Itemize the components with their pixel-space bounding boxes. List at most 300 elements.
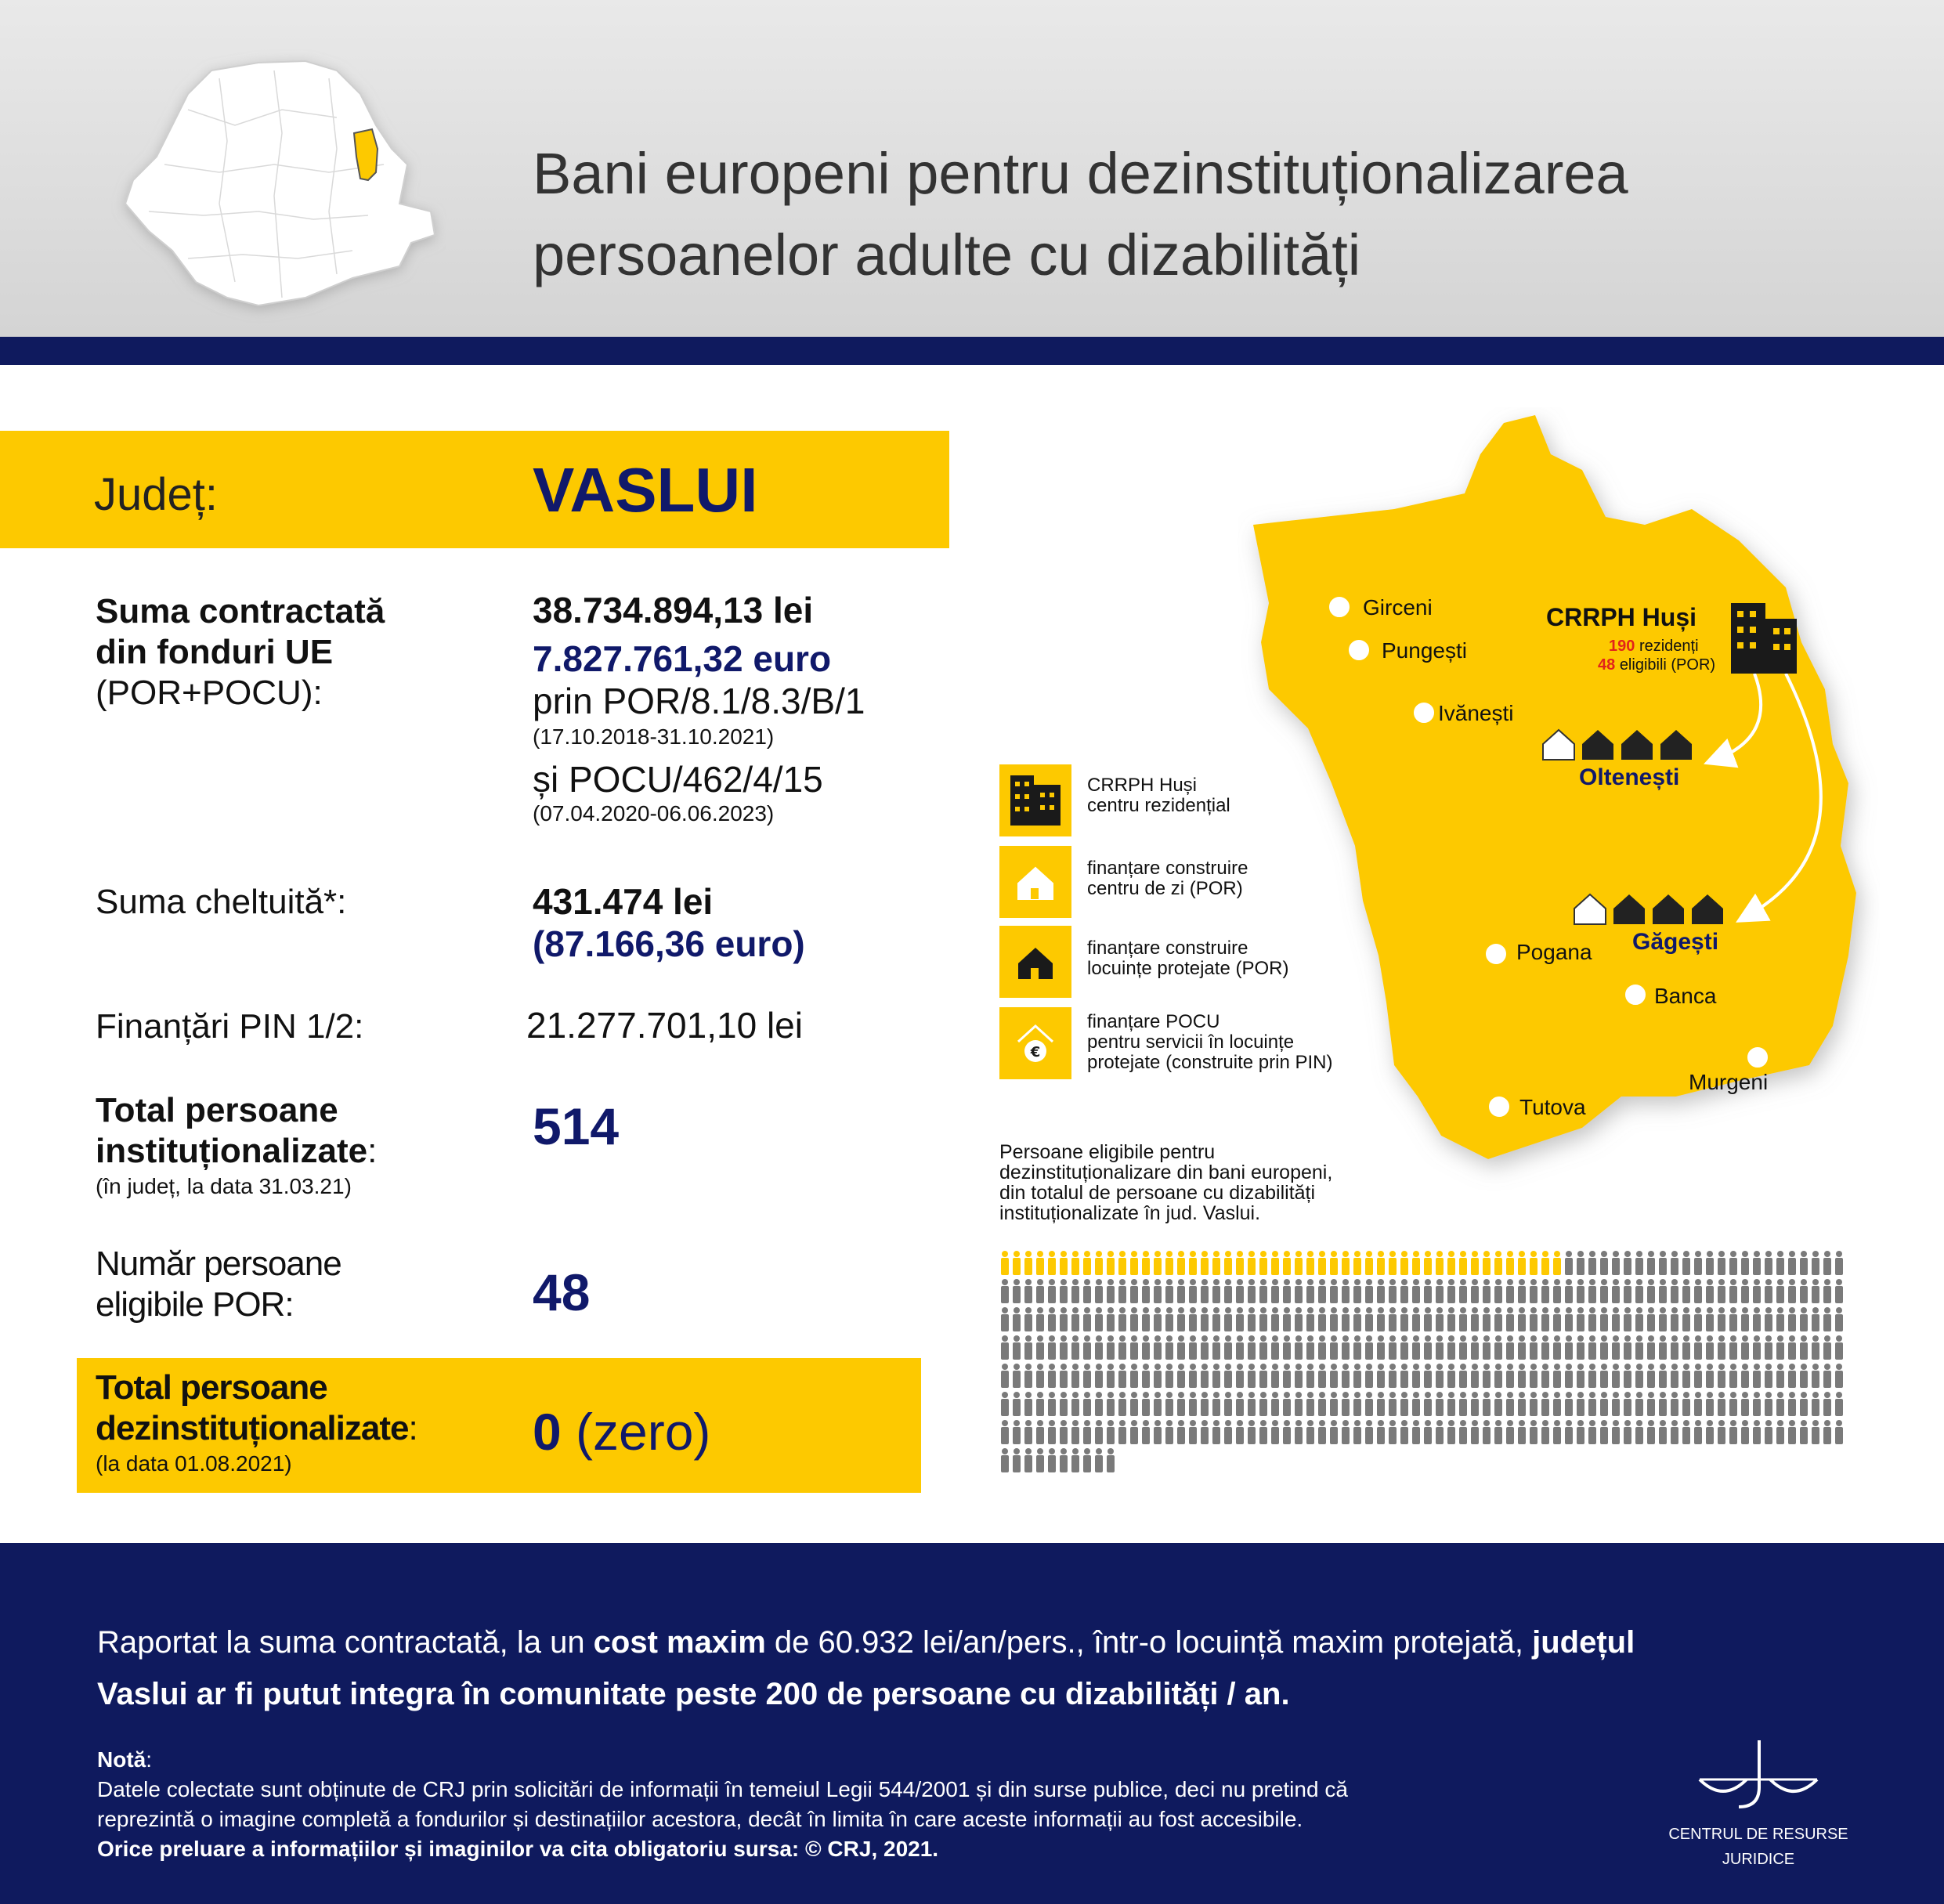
contracted-label-l3: (POR+POCU): [96, 674, 323, 712]
person-icon [1365, 1420, 1373, 1444]
person-icon [1013, 1251, 1021, 1275]
contracted-euro: 7.827.761,32 euro [533, 638, 832, 679]
place-oltenesti: Oltenești [1579, 764, 1680, 790]
person-icon [1365, 1392, 1373, 1416]
person-icon [1013, 1335, 1021, 1360]
person-icon [1271, 1307, 1279, 1331]
person-icon [1412, 1392, 1420, 1416]
person-icon [1060, 1420, 1068, 1444]
person-icon [1447, 1307, 1455, 1331]
contracted-label-l2: din fonduri UE [96, 633, 334, 671]
legend-3-l2: locuințe protejate (POR) [1087, 958, 1289, 979]
person-icon [1776, 1335, 1784, 1360]
legend-house-outline-box [999, 846, 1071, 918]
person-icon [1800, 1335, 1808, 1360]
pin-label: Finanțări PIN 1/2: [96, 1007, 364, 1046]
person-icon [1259, 1279, 1267, 1303]
contracted-pocu-dates: (07.04.2020-06.06.2023) [533, 801, 775, 826]
person-icon [1694, 1392, 1702, 1416]
person-icon [1248, 1392, 1256, 1416]
person-icon [1424, 1251, 1432, 1275]
person-icon [1835, 1364, 1843, 1388]
person-icon [1259, 1251, 1267, 1275]
person-icon [1624, 1364, 1631, 1388]
deinst-label [96, 1367, 417, 1449]
person-icon [1306, 1335, 1314, 1360]
eligible-label-l1: Număr persoane [96, 1245, 341, 1283]
person-icon [1647, 1335, 1655, 1360]
person-icon [1659, 1364, 1667, 1388]
person-icon [1295, 1364, 1303, 1388]
person-icon [1189, 1420, 1197, 1444]
person-icon [1835, 1392, 1843, 1416]
inst-colon: : [367, 1132, 378, 1170]
title-line2: persoanelor adulte cu dizabilități [533, 222, 1361, 287]
person-icon [1823, 1335, 1831, 1360]
person-icon [1353, 1335, 1361, 1360]
person-icon [1741, 1279, 1749, 1303]
person-icon [1365, 1335, 1373, 1360]
residents-num: 190 [1609, 638, 1635, 655]
person-icon [1330, 1335, 1338, 1360]
person-icon [1765, 1364, 1772, 1388]
person-icon [1682, 1307, 1690, 1331]
person-icon [1612, 1279, 1620, 1303]
person-icon [1177, 1251, 1185, 1275]
people-caption [999, 1142, 1332, 1223]
person-icon [1024, 1307, 1032, 1331]
person-icon [1342, 1392, 1350, 1416]
eligible-label-map: eligibili (POR) [1619, 656, 1716, 674]
person-icon [1224, 1335, 1232, 1360]
legend-4-l2: pentru servicii în locuințe [1087, 1031, 1295, 1053]
person-icon [1483, 1364, 1491, 1388]
person-icon [1189, 1307, 1197, 1331]
person-icon [1165, 1420, 1173, 1444]
person-icon [1682, 1392, 1690, 1416]
person-icon [1248, 1364, 1256, 1388]
person-icon [1694, 1364, 1702, 1388]
person-icon [1248, 1307, 1256, 1331]
person-icon [1295, 1392, 1303, 1416]
person-icon [1165, 1392, 1173, 1416]
person-icon [1071, 1279, 1079, 1303]
person-icon [1107, 1251, 1115, 1275]
person-icon [1107, 1392, 1115, 1416]
page-title [533, 133, 1628, 296]
person-icon [1671, 1251, 1678, 1275]
person-icon [1577, 1279, 1584, 1303]
legend-item-3 [1087, 938, 1288, 979]
person-icon [1718, 1251, 1725, 1275]
person-icon [1518, 1335, 1526, 1360]
person-icon [1471, 1364, 1479, 1388]
residents-label: rezidenți [1639, 638, 1699, 655]
person-icon [1812, 1279, 1819, 1303]
person-icon [1635, 1364, 1643, 1388]
person-icon [1283, 1251, 1291, 1275]
person-icon [1013, 1364, 1021, 1388]
person-icon [1788, 1364, 1796, 1388]
person-icon [1271, 1392, 1279, 1416]
person-icon [1365, 1307, 1373, 1331]
person-icon [1212, 1279, 1220, 1303]
person-icon [1212, 1251, 1220, 1275]
person-icon [1577, 1335, 1584, 1360]
person-icon [1095, 1420, 1103, 1444]
eligible-label [96, 1244, 341, 1325]
person-icon [1212, 1307, 1220, 1331]
person-icon [1306, 1251, 1314, 1275]
person-icon [1588, 1392, 1596, 1416]
person-icon [1013, 1420, 1021, 1444]
person-icon [1001, 1335, 1009, 1360]
person-icon [1224, 1392, 1232, 1416]
deinst-label-l2: dezinstituționalizate [96, 1409, 409, 1447]
person-icon [1118, 1307, 1126, 1331]
legend-item-2 [1087, 858, 1248, 899]
person-icon [1741, 1251, 1749, 1275]
person-icon [1812, 1307, 1819, 1331]
person-icon [1142, 1307, 1150, 1331]
person-icon [1765, 1420, 1772, 1444]
legend-house-filled-box [999, 926, 1071, 998]
person-icon [1083, 1364, 1091, 1388]
person-icon [1001, 1251, 1009, 1275]
person-icon [1001, 1392, 1009, 1416]
person-icon [1776, 1307, 1784, 1331]
person-icon [1577, 1364, 1584, 1388]
person-icon [1518, 1279, 1526, 1303]
person-icon [1412, 1307, 1420, 1331]
person-icon [1612, 1364, 1620, 1388]
footer-s2: cost maxim [593, 1625, 766, 1660]
person-icon [1165, 1335, 1173, 1360]
logo-l2: JURIDICE [1722, 1851, 1795, 1868]
person-icon [1565, 1335, 1573, 1360]
deinst-value [533, 1402, 710, 1461]
person-icon [1400, 1392, 1408, 1416]
person-icon [1753, 1251, 1761, 1275]
person-icon [1154, 1307, 1162, 1331]
contracted-pocu: și POCU/462/4/15 [533, 759, 823, 800]
person-icon [1612, 1251, 1620, 1275]
person-icon [1706, 1364, 1714, 1388]
person-icon [1518, 1307, 1526, 1331]
person-icon [1776, 1392, 1784, 1416]
person-icon [1530, 1420, 1537, 1444]
person-icon [1201, 1251, 1209, 1275]
person-icon [1624, 1420, 1631, 1444]
person-icon [1024, 1251, 1032, 1275]
contracted-lei: 38.734.894,13 lei [533, 590, 814, 630]
person-icon [1600, 1279, 1608, 1303]
county-name: VASLUI [533, 455, 758, 525]
person-icon [1776, 1251, 1784, 1275]
person-icon [1788, 1335, 1796, 1360]
person-icon [1776, 1420, 1784, 1444]
person-icon [1765, 1251, 1772, 1275]
person-icon [1541, 1335, 1549, 1360]
person-icon [1389, 1364, 1397, 1388]
person-icon [1765, 1307, 1772, 1331]
person-icon [1671, 1279, 1678, 1303]
person-icon [1330, 1392, 1338, 1416]
eligible-value: 48 [533, 1263, 591, 1321]
person-icon [1001, 1448, 1009, 1472]
person-icon [1471, 1335, 1479, 1360]
person-icon [1753, 1420, 1761, 1444]
person-icon [1283, 1335, 1291, 1360]
person-icon [1389, 1251, 1397, 1275]
person-icon [1447, 1392, 1455, 1416]
person-icon [1036, 1279, 1044, 1303]
person-icon [1812, 1364, 1819, 1388]
place-girceni: Girceni [1363, 595, 1433, 620]
person-icon [1071, 1307, 1079, 1331]
person-icon [1212, 1364, 1220, 1388]
person-icon [1342, 1335, 1350, 1360]
legend-building-box [999, 764, 1071, 836]
person-icon [1553, 1364, 1561, 1388]
person-icon [1647, 1392, 1655, 1416]
person-icon [1400, 1307, 1408, 1331]
person-icon [1612, 1307, 1620, 1331]
person-icon [1729, 1251, 1737, 1275]
person-icon [1342, 1279, 1350, 1303]
person-icon [1706, 1307, 1714, 1331]
person-icon [1659, 1307, 1667, 1331]
person-icon [1765, 1335, 1772, 1360]
person-icon [1083, 1448, 1091, 1472]
person-icon [1483, 1279, 1491, 1303]
person-icon [1506, 1279, 1514, 1303]
person-icon [1036, 1335, 1044, 1360]
person-icon [1588, 1251, 1596, 1275]
person-icon [1259, 1392, 1267, 1416]
person-icon [1306, 1364, 1314, 1388]
note-l2: reprezintă o imagine completă a fondurilor și destinațiilor acestora, decât în limita în care aceste informații au fost accesibile. [97, 1807, 1303, 1831]
person-icon [1048, 1448, 1056, 1472]
person-icon [1389, 1420, 1397, 1444]
person-icon [1659, 1251, 1667, 1275]
person-icon [1083, 1335, 1091, 1360]
caption-l1: Persoane eligibile pentru [999, 1141, 1216, 1163]
person-icon [1447, 1364, 1455, 1388]
deinst-value-text: (zero) [561, 1403, 711, 1461]
person-icon [1530, 1335, 1537, 1360]
person-icon [1753, 1279, 1761, 1303]
person-icon [1295, 1251, 1303, 1275]
contracted-label [96, 591, 385, 714]
legend-item-4 [1087, 1012, 1332, 1073]
person-icon [1036, 1392, 1044, 1416]
person-icon [1565, 1420, 1573, 1444]
crj-logo-icon [1692, 1732, 1825, 1819]
eligible-num: 48 [1598, 656, 1616, 674]
person-icon [1788, 1420, 1796, 1444]
person-icon [1577, 1392, 1584, 1416]
person-icon [1189, 1335, 1197, 1360]
person-icon [1259, 1335, 1267, 1360]
person-icon [1118, 1251, 1126, 1275]
person-icon [1142, 1251, 1150, 1275]
person-icon [1494, 1364, 1502, 1388]
person-icon [1400, 1420, 1408, 1444]
person-icon [1107, 1307, 1115, 1331]
crrph-eligible [1598, 656, 1715, 674]
person-icon [1248, 1420, 1256, 1444]
person-icon [1471, 1392, 1479, 1416]
place-pungesti: Pungești [1382, 638, 1467, 663]
person-icon [1095, 1335, 1103, 1360]
person-icon [1459, 1420, 1467, 1444]
person-icon [1577, 1420, 1584, 1444]
person-icon [1142, 1335, 1150, 1360]
person-icon [1306, 1279, 1314, 1303]
house-filled-icon [999, 926, 1071, 998]
person-icon [1436, 1279, 1444, 1303]
person-icon [1800, 1251, 1808, 1275]
person-icon [1518, 1364, 1526, 1388]
contracted-label-l1: Suma contractată [96, 592, 385, 630]
note-label: Notă [97, 1747, 146, 1772]
person-icon [1342, 1251, 1350, 1275]
people-pictogram [999, 1250, 1848, 1505]
person-icon [1189, 1251, 1197, 1275]
person-icon [1741, 1420, 1749, 1444]
person-icon [1306, 1307, 1314, 1331]
person-icon [1565, 1307, 1573, 1331]
vaslui-map [1238, 407, 1880, 1253]
person-icon [1107, 1335, 1115, 1360]
person-icon [1835, 1420, 1843, 1444]
legend-2-l2: centru de zi (POR) [1087, 878, 1243, 899]
person-icon [1283, 1364, 1291, 1388]
person-icon [1753, 1307, 1761, 1331]
person-icon [1130, 1251, 1138, 1275]
person-icon [1259, 1420, 1267, 1444]
person-icon [1635, 1335, 1643, 1360]
institutionalized-label [96, 1090, 377, 1172]
deinst-label-l1: Total persoane [96, 1368, 327, 1407]
person-icon [1835, 1279, 1843, 1303]
person-icon [1295, 1307, 1303, 1331]
person-icon [1377, 1364, 1385, 1388]
person-icon [1083, 1307, 1091, 1331]
person-icon [1306, 1420, 1314, 1444]
person-icon [1624, 1251, 1631, 1275]
person-icon [1812, 1251, 1819, 1275]
person-icon [1494, 1251, 1502, 1275]
person-icon [1342, 1307, 1350, 1331]
person-icon [1212, 1420, 1220, 1444]
place-pogana: Pogana [1516, 940, 1592, 964]
person-icon [1682, 1251, 1690, 1275]
person-icon [1577, 1251, 1584, 1275]
person-icon [1459, 1335, 1467, 1360]
person-icon [1259, 1364, 1267, 1388]
person-icon [1682, 1279, 1690, 1303]
person-icon [1635, 1307, 1643, 1331]
person-icon [1671, 1420, 1678, 1444]
person-icon [1236, 1364, 1244, 1388]
person-icon [1541, 1420, 1549, 1444]
person-icon [1189, 1364, 1197, 1388]
person-icon [1788, 1251, 1796, 1275]
person-icon [1565, 1251, 1573, 1275]
person-icon [1624, 1392, 1631, 1416]
person-icon [1483, 1251, 1491, 1275]
person-icon [1729, 1279, 1737, 1303]
person-icon [1682, 1420, 1690, 1444]
footer-s3: de 60.932 lei/an/pers., într-o locuință maxim protejată, [765, 1625, 1533, 1660]
person-icon [1118, 1364, 1126, 1388]
person-icon [1036, 1251, 1044, 1275]
person-icon [1365, 1251, 1373, 1275]
person-icon [1095, 1251, 1103, 1275]
person-icon [1600, 1307, 1608, 1331]
person-icon [1048, 1251, 1056, 1275]
person-icon [1165, 1307, 1173, 1331]
person-icon [1436, 1420, 1444, 1444]
person-icon [1436, 1251, 1444, 1275]
institutionalized-note: (în județ, la data 31.03.21) [96, 1174, 352, 1198]
person-icon [1095, 1307, 1103, 1331]
person-icon [1048, 1335, 1056, 1360]
person-icon [1729, 1392, 1737, 1416]
person-icon [1541, 1307, 1549, 1331]
person-icon [1083, 1392, 1091, 1416]
spent-lei: 431.474 lei [533, 881, 714, 922]
person-icon [1659, 1279, 1667, 1303]
person-icon [1718, 1364, 1725, 1388]
person-icon [1024, 1279, 1032, 1303]
person-icon [1729, 1335, 1737, 1360]
person-icon [1060, 1251, 1068, 1275]
person-icon [1706, 1420, 1714, 1444]
person-icon [1553, 1420, 1561, 1444]
person-icon [1342, 1420, 1350, 1444]
person-icon [1330, 1307, 1338, 1331]
person-icon [1365, 1364, 1373, 1388]
person-icon [1071, 1251, 1079, 1275]
person-icon [1201, 1279, 1209, 1303]
legend-3-l1: finanțare construire [1087, 938, 1248, 959]
person-icon [1271, 1251, 1279, 1275]
person-icon [1389, 1279, 1397, 1303]
logo-l1: CENTRUL DE RESURSE [1668, 1826, 1848, 1843]
person-icon [1224, 1251, 1232, 1275]
person-icon [1212, 1335, 1220, 1360]
person-icon [1518, 1251, 1526, 1275]
person-icon [1353, 1251, 1361, 1275]
person-icon [1389, 1307, 1397, 1331]
person-icon [1271, 1364, 1279, 1388]
person-icon [1459, 1251, 1467, 1275]
person-icon [1835, 1307, 1843, 1331]
person-icon [1577, 1307, 1584, 1331]
person-icon [1600, 1335, 1608, 1360]
person-icon [1459, 1364, 1467, 1388]
contracted-por: prin POR/8.1/8.3/B/1 [533, 681, 865, 721]
eligible-label-l2: eligibile POR: [96, 1285, 294, 1324]
person-icon [1013, 1307, 1021, 1331]
person-icon [1036, 1448, 1044, 1472]
footer-note [97, 1745, 1348, 1864]
person-icon [1377, 1392, 1385, 1416]
person-icon [1812, 1335, 1819, 1360]
